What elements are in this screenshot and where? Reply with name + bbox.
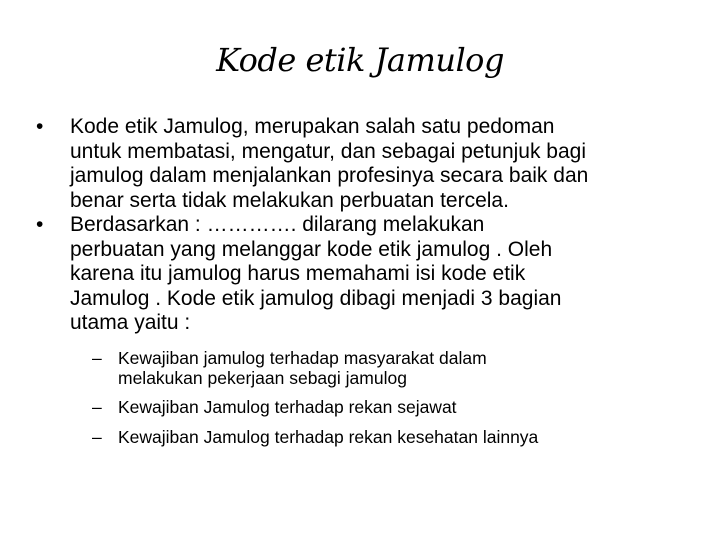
sub-bullet-list [36,348,696,447]
sub-bullet-item-3 [92,427,696,447]
bullet-text: Kode etik Jamulog, merupakan salah satu pedoman untuk membatasi, mengatur, dan sebagai petunjuk bagi jamulog dalam menjalankan profesinya secara baik dan benar serta tidak melakukan perbuatan tercela. [70,115,589,212]
sub-bullet-marker: – [92,426,102,447]
sub-bullet-text: Kewajiban jamulog terhadap masyarakat dalam melakukan pekerjaan sebagi jamulog [118,347,487,388]
bullet-text: Berdasarkan : …………. dilarang melakukan perbuatan yang melanggar kode etik jamulog . Oleh karena itu jamulog harus memahami isi kode etik Jamulog . Kode etik jamulog dibagi menjadi 3 bagian utama yaitu : [70,213,562,334]
slide-title: Kode etik Jamulog [216,41,504,79]
slide-body [36,115,696,456]
bullet-item-1 [36,115,696,213]
sub-bullet-marker: – [92,397,102,417]
sub-bullet-text: Kewajiban Jamulog terhadap rekan sejawat [118,397,457,417]
sub-bullet-item-2 [92,397,696,417]
bullet-marker: • [36,115,44,138]
sub-bullet-text: Kewajiban Jamulog terhadap rekan kesehatan lainnya [118,426,539,447]
bullet-marker: • [36,213,44,236]
sub-bullet-marker: – [92,347,102,368]
sub-bullet-item-1 [92,348,696,388]
bullet-item-2 [36,213,696,336]
